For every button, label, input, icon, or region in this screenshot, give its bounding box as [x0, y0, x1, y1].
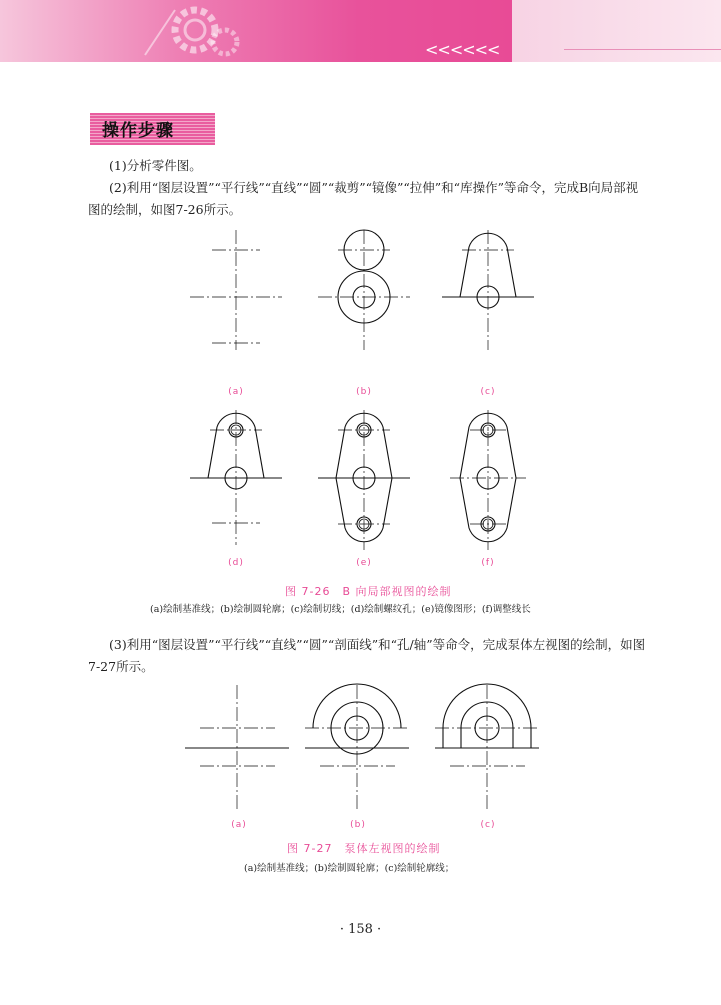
drawing-c: [435, 684, 539, 810]
figure-7-26-subcaption: (a)绘制基准线；(b)绘制圆轮廓；(c)绘制切线；(d)绘制螺纹孔；(e)镜像图形；(f)调整线长: [150, 604, 531, 615]
gear-icon: [140, 0, 250, 62]
drawing-b: [318, 230, 410, 350]
section-heading: [90, 113, 215, 145]
step-3: (3)利用“图层设置”“平行线”“直线”“圆”“剖面线”和“孔/轴”等命令，完成泵体左视图的绘制，如图7-27所示。: [88, 637, 646, 674]
drawing-b: [305, 684, 409, 810]
step-2: (2)利用“图层设置”“平行线”“直线”“圆”“裁剪”“镜像”“拉伸”和“库操作”等命令，完成B向局部视图的绘制，如图7-26所示。: [88, 180, 639, 217]
figure-7-27-label-c: (c): [480, 820, 496, 830]
drawing-c: [442, 230, 534, 350]
drawing-d: [190, 410, 282, 545]
figure-7-26-label-d: (d): [228, 558, 244, 568]
drawing-a: [190, 230, 282, 350]
drawing-f: [450, 410, 526, 550]
figure-7-26-label-c: (c): [480, 387, 496, 397]
figure-7-26-label-f: (f): [481, 558, 495, 568]
figure-7-26-caption: 图 7-26 B 向局部视图的绘制: [285, 585, 452, 598]
figure-7-26-label-a: (a): [228, 387, 244, 397]
figure-7-27: [180, 680, 550, 815]
page-number: · 158 ·: [339, 922, 382, 937]
figure-7-27-label-b: (b): [350, 820, 366, 830]
header-right-band: [512, 0, 721, 62]
figure-7-27-subcaption: (a)绘制基准线；(b)绘制圆轮廓；(c)绘制轮廓线；: [244, 863, 455, 874]
figure-7-27-caption: 图 7-27 泵体左视图的绘制: [287, 842, 441, 855]
drawing-e: [318, 410, 410, 550]
section-title: 操作步骤: [102, 121, 174, 141]
chevron-left-icon: <<<<<<: [425, 40, 500, 59]
page-header: [0, 0, 721, 62]
drawing-a: [185, 685, 289, 810]
figure-7-26-label-b: (b): [356, 387, 372, 397]
figure-7-27-label-a: (a): [231, 820, 247, 830]
figure-7-26-label-e: (e): [356, 558, 372, 568]
step-1: (1)分析零件图。: [109, 158, 202, 173]
header-rule: [564, 49, 721, 50]
